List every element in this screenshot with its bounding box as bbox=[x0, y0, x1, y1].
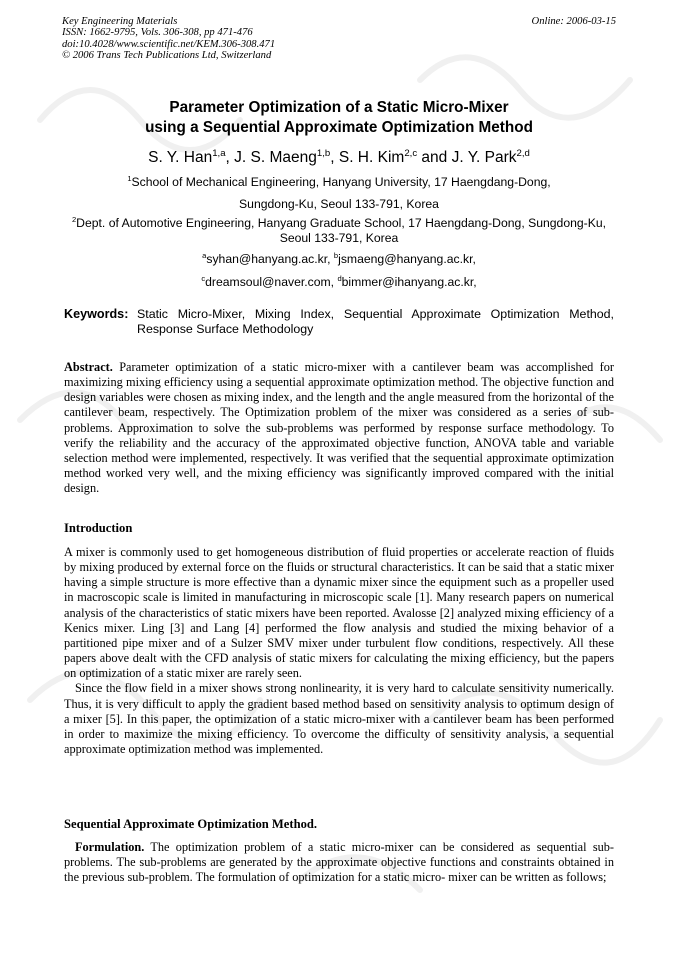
author-name: J. Y. Park bbox=[451, 149, 517, 166]
author-name: S. H. Kim bbox=[338, 149, 405, 166]
introduction-body bbox=[64, 545, 614, 757]
abstract bbox=[64, 360, 614, 496]
author-sup: 1,a bbox=[212, 147, 226, 159]
email-sup: b bbox=[333, 250, 339, 260]
online-date: Online: 2006-03-15 bbox=[531, 16, 616, 27]
title-line-1: Parameter Optimization of a Static Micro-Mixer bbox=[169, 99, 509, 116]
email-line-2 bbox=[62, 274, 616, 291]
author-sup: 2,d bbox=[516, 147, 530, 159]
email-c[interactable]: dreamsoul@naver.com, bbox=[205, 275, 338, 289]
abstract-label: Abstract. bbox=[64, 360, 113, 374]
formulation-text: The optimization problem of a static micro-mixer can be considered as sequential sub-problems. The sub-problems are generated by the approximate objective functions and constraints obtained in the previous sub-problem. The formulation of optimization for a static micro- mixer can be written as follows; bbox=[64, 840, 614, 885]
keywords-text: Static Micro-Mixer, Mixing Index, Sequential Approximate Optimization Method, Response Surface Methodology bbox=[137, 307, 614, 336]
author-separator: and bbox=[417, 149, 452, 166]
affiliation-2 bbox=[62, 216, 616, 245]
aff1-line2: Sungdong-Ku, Seoul 133-791, Korea bbox=[239, 197, 439, 211]
intro-paragraph-1: A mixer is commonly used to get homogeneous distribution of fluid properties or accelerate reaction of fluids by mixing produced by external force on the fluids or structural characteristics. It can be said that a static mixer having a simple structure is more effective than a dynamic mixer since the equipment such as a propeller used in macroscopic scale is limited in manufacturing in microscopic scale [1]. Many research papers on numerical analysis of the characteristics of static mixers have been reported. Avalosse [2] analyzed mixing efficiency of a Kenics mixer. Ling [3] and Lang [4] performed the flow analysis and studied the mixing behavior of a partitioned pipe mixer and of a Sulzer SMV mixer under turbulent flow conditions, respectively. All these papers above dealt with the CFD analysis of static mixers for calculating the mixing efficiency, but the papers on optimization of a static mixer are rarely seen. bbox=[64, 545, 614, 681]
title-line-2: using a Sequential Approximate Optimization Method bbox=[145, 118, 533, 136]
formulation-paragraph bbox=[64, 840, 614, 885]
aff-sup: 1 bbox=[127, 173, 132, 183]
email-sup: a bbox=[202, 250, 207, 260]
author-name: S. Y. Han bbox=[148, 149, 213, 166]
email-line-1 bbox=[62, 251, 616, 268]
aff2-line1: Dept. of Automotive Engineering, Hanyang Graduate School, 17 Haengdang-Dong, Sungdong-Ku, bbox=[76, 216, 607, 230]
email-a[interactable]: syhan@hanyang.ac.kr, bbox=[206, 252, 334, 266]
email-d[interactable]: bimmer@ihanyang.ac.kr, bbox=[341, 275, 477, 289]
email-sup: c bbox=[201, 273, 206, 283]
author-separator: , bbox=[330, 149, 339, 166]
intro-paragraph-2: Since the flow field in a mixer shows strong nonlinearity, it is very hard to calculate sensitivity numerically. Thus, it is very difficult to apply the gradient based method based on sensitivity analysis to optimum design of a mixer [5]. In this paper, the optimization of a static micro-mixer with a cantilever beam has been performed in order to maximize the mixing efficiency. To overcome the difficulty of sensitivity analysis, a sequential approximate optimization method was implemented. bbox=[64, 681, 614, 757]
journal-header bbox=[62, 16, 275, 62]
email-b[interactable]: jsmaeng@hanyang.ac.kr, bbox=[338, 252, 476, 266]
copyright-line: © 2006 Trans Tech Publications Ltd, Switzerland bbox=[62, 50, 272, 62]
section-heading: Sequential Approximate Optimization Method. bbox=[64, 817, 318, 831]
aff1-line1: School of Mechanical Engineering, Hanyang University, 17 Haengdang-Dong, bbox=[131, 175, 551, 189]
author-separator: , bbox=[225, 149, 235, 166]
introduction-heading: Introduction bbox=[64, 521, 133, 535]
formulation-label: Formulation. bbox=[75, 840, 145, 854]
aff2-line2: Seoul 133-791, Korea bbox=[279, 230, 399, 245]
author-name: J. S. Maeng bbox=[234, 149, 317, 166]
aff-sup: 2 bbox=[71, 214, 77, 224]
keywords-label: Keywords: bbox=[64, 307, 129, 321]
author-list bbox=[62, 149, 616, 167]
issn-line: ISSN: 1662-9795, Vols. 306-308, pp 471-476 bbox=[62, 27, 253, 39]
journal-name: Key Engineering Materials bbox=[62, 16, 178, 27]
author-sup: 2,c bbox=[404, 147, 418, 159]
affiliation-1 bbox=[62, 174, 616, 213]
email-sup: d bbox=[337, 273, 342, 283]
abstract-text: Parameter optimization of a static micro-mixer with a cantilever beam was accomplished for maximizing mixing efficiency using a sequential approximate optimization method. The objective function and design variables were chosen as mixing index, and the length and the angle measured from the horizontal of the cantilever beam, respectively. The Optimization problem of the mixer was considered as a series of sub-problems. Approximation to solve the sub-problems was performed by response surface methodology. To verify the reliability and the accuracy of the approximated objective function, ANOVA table and variable selection method were implemented, respectively. It was verified that the sequential approximate optimization method worked very well, and the mixing efficiency was significantly improved compared with the initial design. bbox=[64, 360, 614, 496]
paper-title bbox=[62, 98, 616, 137]
author-sup: 1,b bbox=[316, 147, 331, 159]
doi-line: doi:10.4028/www.scientific.net/KEM.306-308.471 bbox=[62, 38, 276, 50]
